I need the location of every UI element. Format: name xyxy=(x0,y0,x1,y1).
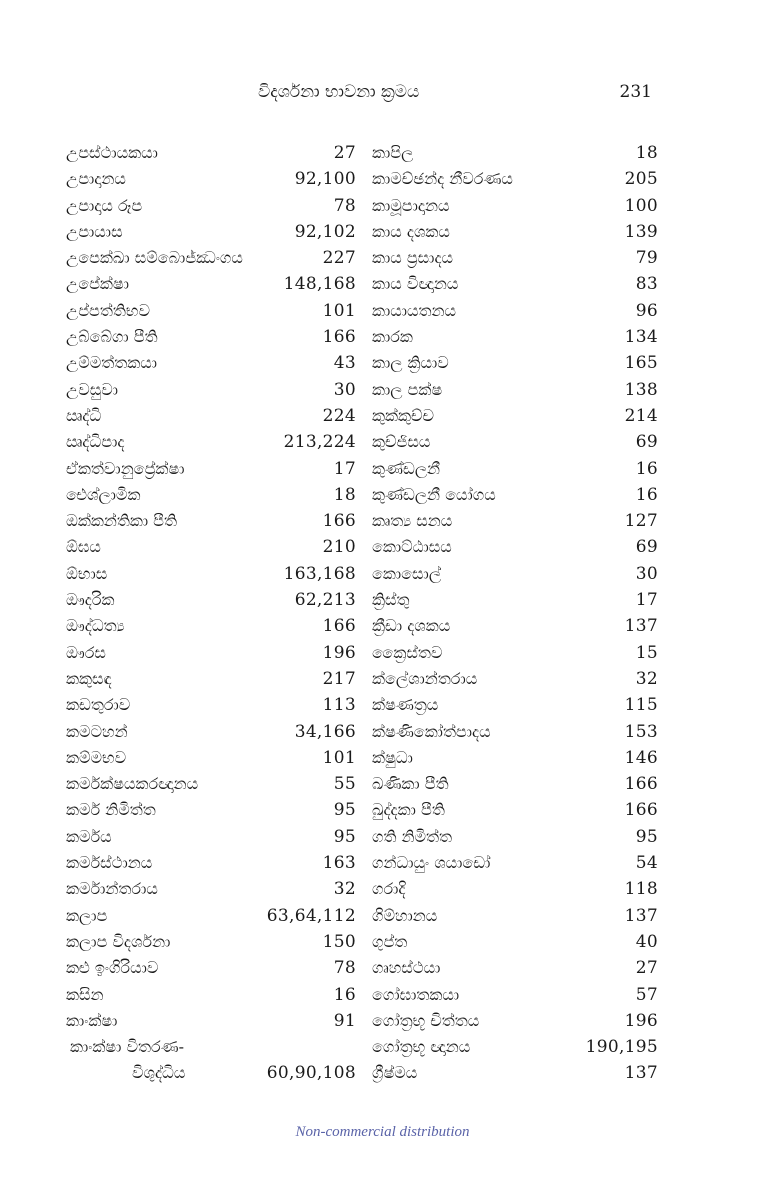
index-term: කායායතනය xyxy=(372,300,457,320)
index-page-refs: 79 xyxy=(635,248,658,269)
index-term: උප්පත්තිභව xyxy=(66,300,150,320)
index-entry xyxy=(66,876,356,902)
index-entry xyxy=(66,797,356,823)
index-entry xyxy=(66,824,356,850)
index-term: කසින xyxy=(66,984,104,1004)
index-entry xyxy=(372,350,658,376)
index-term: කර්මාන්තරාය xyxy=(66,879,158,899)
page-number: 231 xyxy=(619,82,652,102)
index-entry xyxy=(372,456,658,482)
index-term: කාමූපාදානය xyxy=(372,195,450,215)
index-page-refs: 146 xyxy=(624,747,658,768)
index-term: ගති නිමිත්ත xyxy=(372,826,452,846)
index-term: ගන්ධායුං ශයාඩෝ xyxy=(372,853,491,873)
index-page-refs: 17 xyxy=(635,590,658,611)
index-page-refs: 78 xyxy=(333,195,356,216)
index-term: කාරක xyxy=(372,327,413,347)
index-entry xyxy=(66,850,356,876)
index-entry xyxy=(372,271,658,297)
index-entry xyxy=(66,982,356,1008)
index-term: උපෙක්ඛා සම්බොජ්ඣංගය xyxy=(66,248,243,268)
index-entry xyxy=(66,508,356,534)
index-entry xyxy=(66,587,356,613)
index-page-refs: 205 xyxy=(624,169,658,190)
index-page-refs: 17 xyxy=(333,458,356,479)
index-entry xyxy=(372,1008,658,1034)
index-entry xyxy=(66,403,356,429)
index-entry xyxy=(66,1060,356,1086)
index-page-refs: 16 xyxy=(635,484,658,505)
index-entry xyxy=(372,666,658,692)
index-term: උපාදානය xyxy=(66,169,126,189)
index-term: ඛණිකා පීති xyxy=(372,774,449,794)
index-term: ක්‍රිස්තු xyxy=(372,590,410,610)
index-page-refs: 95 xyxy=(635,826,658,847)
index-entry xyxy=(372,1060,658,1086)
index-page-refs: 150 xyxy=(322,931,356,952)
index-term: උපායාස xyxy=(66,221,123,241)
index-page-refs: 118 xyxy=(624,879,658,900)
index-page-refs: 217 xyxy=(322,668,356,689)
index-entry xyxy=(66,429,356,455)
index-page-refs: 196 xyxy=(624,1010,658,1031)
index-page-refs: 227 xyxy=(322,248,356,269)
index-entry xyxy=(372,245,658,271)
index-page-refs: 166 xyxy=(322,616,356,637)
index-term: ඖරස xyxy=(66,642,106,662)
index-entry xyxy=(372,166,658,192)
index-page-refs: 32 xyxy=(635,668,658,689)
index-term: කුක්කුච්ච xyxy=(372,405,434,425)
index-term: උම්මත්තකයා xyxy=(66,353,157,373)
index-page-refs: 115 xyxy=(624,695,658,716)
index-term: ගිම්හානය xyxy=(372,905,438,925)
index-page-refs: 163,168 xyxy=(283,563,356,584)
index-entry xyxy=(66,1008,356,1034)
index-page-refs: 224 xyxy=(322,405,356,426)
footer-distribution-note: Non-commercial distribution xyxy=(295,1124,470,1140)
index-page-refs: 40 xyxy=(635,931,658,952)
index-term: ගෝත්‍රභූ චිත්තය xyxy=(372,1010,480,1030)
index-page-refs: 137 xyxy=(624,1063,658,1084)
index-entry xyxy=(66,456,356,482)
index-page-refs: 57 xyxy=(635,984,658,1005)
index-entry xyxy=(372,797,658,823)
index-entry xyxy=(372,613,658,639)
index-entry xyxy=(66,298,356,324)
index-page-refs: 54 xyxy=(635,853,658,874)
index-page-refs: 214 xyxy=(624,405,658,426)
index-entry xyxy=(372,824,658,850)
index-term: කකුසඳ xyxy=(66,668,112,688)
index-term: ග්‍රීෂ්මය xyxy=(372,1063,418,1083)
index-entry xyxy=(66,193,356,219)
index-entry xyxy=(66,771,356,797)
index-entry xyxy=(372,982,658,1008)
index-page-refs: 55 xyxy=(333,774,356,795)
index-term: ඖද්ධත්‍ය xyxy=(66,616,125,636)
index-term: ක්ලේශාන්තරාය xyxy=(372,668,478,688)
index-page-refs: 15 xyxy=(635,642,658,663)
index-page-refs: 166 xyxy=(322,511,356,532)
index-page-refs: 210 xyxy=(322,537,356,558)
index-entry xyxy=(372,324,658,350)
index-entry xyxy=(66,140,356,166)
index-page-refs: 190,195 xyxy=(585,1037,658,1058)
index-entry xyxy=(66,666,356,692)
index-page-refs: 95 xyxy=(333,800,356,821)
index-entry xyxy=(372,876,658,902)
index-term: කොට්ඨාසය xyxy=(372,537,452,557)
index-term: ඓශ්ලාමික xyxy=(66,484,141,504)
index-term: ගරාදි xyxy=(372,879,406,899)
index-page-refs: 34,166 xyxy=(294,721,356,742)
index-entry xyxy=(372,429,658,455)
index-term: ඍද්ධිපාද xyxy=(66,432,125,452)
index-page-refs: 27 xyxy=(635,958,658,979)
index-page-refs: 91 xyxy=(333,1010,356,1031)
index-term: ක්ෂුධා xyxy=(372,747,413,767)
index-term: ඕභාස xyxy=(66,563,108,583)
index-entry xyxy=(372,193,658,219)
index-entry xyxy=(66,692,356,718)
index-term: උපේක්ෂා xyxy=(66,274,130,294)
index-page-refs: 27 xyxy=(333,143,356,163)
index-term: කලාප විදර්ශනා xyxy=(66,931,171,951)
index-entry xyxy=(372,745,658,771)
index-term: විශුද්ධිය xyxy=(132,1063,186,1083)
index-term: උපස්ථායකයා xyxy=(66,143,158,162)
index-entry xyxy=(372,534,658,560)
index-page-refs: 163 xyxy=(322,853,356,874)
index-page-refs: 30 xyxy=(635,563,658,584)
index-entry xyxy=(66,166,356,192)
index-term: ක්‍රීඩා දශකය xyxy=(372,616,451,636)
index-term: කාංක්ෂා xyxy=(66,1010,118,1030)
index-term: ඛුද්දකා පීති xyxy=(372,800,445,820)
index-entry xyxy=(372,640,658,666)
index-page-refs: 78 xyxy=(333,958,356,979)
index-page-refs: 69 xyxy=(635,432,658,453)
index-page-refs: 138 xyxy=(624,379,658,400)
index-term: කෘත්‍ය සනය xyxy=(372,511,453,531)
index-entry xyxy=(372,692,658,718)
index-page-refs: 92,102 xyxy=(294,221,356,242)
index-page-refs: 83 xyxy=(635,274,658,295)
index-page-refs: 92,100 xyxy=(294,169,356,190)
index-page-refs: 63,64,112 xyxy=(266,905,356,926)
index-page-refs: 148,168 xyxy=(283,274,356,295)
index-page-refs: 62,213 xyxy=(294,590,356,611)
index-page-refs: 165 xyxy=(624,353,658,374)
index-page-refs: 166 xyxy=(322,327,356,348)
index-term: කර්මස්ථානය xyxy=(66,853,153,873)
index-entry xyxy=(372,482,658,508)
index-page-refs: 139 xyxy=(624,221,658,242)
index-term: කුච්ජිසය xyxy=(372,432,431,452)
index-page-refs: 101 xyxy=(322,747,356,768)
index-term: කර්මය xyxy=(66,826,112,846)
index-entry xyxy=(66,534,356,560)
index-term: ක්ෂණිකෝත්පාදය xyxy=(372,721,491,741)
index-page-refs: 16 xyxy=(333,984,356,1005)
index-term: කාමච්ඡන්ද නීවරණය xyxy=(372,169,513,189)
index-term: කලාප xyxy=(66,905,108,925)
index-page-refs: 18 xyxy=(333,484,356,505)
index-page-refs: 43 xyxy=(333,353,356,374)
index-column-left xyxy=(66,140,356,1087)
index-term: කුණ්ඩලනී යෝගය xyxy=(372,484,496,504)
index-entry xyxy=(372,403,658,429)
index-page-refs: 60,90,108 xyxy=(266,1063,356,1084)
index-page-refs: 100 xyxy=(624,195,658,216)
index-entry xyxy=(66,561,356,587)
index-entry xyxy=(66,719,356,745)
index-term: කර්ම නිමිත්ත xyxy=(66,800,156,820)
index-term: ඖදරික xyxy=(66,590,115,610)
index-page-refs: 153 xyxy=(624,721,658,742)
index-entry xyxy=(66,903,356,929)
index-entry xyxy=(372,903,658,929)
index-term: කුණ්ඩලනී xyxy=(372,458,441,478)
index-page-refs: 137 xyxy=(624,905,658,926)
index-entry xyxy=(372,140,658,166)
index-term: කාල ක්‍රියාව xyxy=(372,353,449,373)
index-entry xyxy=(372,561,658,587)
index-entry xyxy=(66,482,356,508)
index-page-refs: 196 xyxy=(322,642,356,663)
index-page-refs: 69 xyxy=(635,537,658,558)
index-entry xyxy=(66,350,356,376)
index-page-refs: 95 xyxy=(333,826,356,847)
index-entry xyxy=(66,929,356,955)
index-term: ඔක්කන්තිකා පීති xyxy=(66,511,177,531)
index-entry xyxy=(372,1034,658,1060)
index-entry xyxy=(66,377,356,403)
index-term: කාය විඥානය xyxy=(372,274,459,294)
index-entry xyxy=(372,508,658,534)
index-entry xyxy=(372,377,658,403)
index-page-refs: 101 xyxy=(322,300,356,321)
running-title: විදර්ශනා භාවනා ක්‍රමය xyxy=(258,82,420,102)
index-entry xyxy=(66,640,356,666)
index-term: උබ්බේගා පීති xyxy=(66,327,158,347)
index-term: කොසොල් xyxy=(372,563,442,583)
index-entry xyxy=(66,613,356,639)
index-page-refs: 18 xyxy=(635,143,658,163)
index-term: ක්‍රෛස්තව xyxy=(372,642,443,662)
index-term: කර්මක්ෂයකරඥානය xyxy=(66,774,199,794)
index-entry xyxy=(372,955,658,981)
index-entry xyxy=(66,745,356,771)
running-head xyxy=(0,82,765,110)
index-term: ඕඝය xyxy=(66,537,101,557)
index-page-refs: 166 xyxy=(624,800,658,821)
index-page-refs: 137 xyxy=(624,616,658,637)
index-page-refs: 96 xyxy=(635,300,658,321)
index-page-refs: 166 xyxy=(624,774,658,795)
index-page-refs: 113 xyxy=(322,695,356,716)
index-term: ගෝඝාතකයා xyxy=(372,984,460,1004)
index-entry xyxy=(372,298,658,324)
index-entry xyxy=(66,245,356,271)
index-page-refs: 134 xyxy=(624,327,658,348)
index-page-refs: 127 xyxy=(624,511,658,532)
index-term: කාය දශකය xyxy=(372,221,450,241)
index-page-refs: 213,224 xyxy=(283,432,356,453)
index-page-refs: 32 xyxy=(333,879,356,900)
index-entry xyxy=(372,719,658,745)
index-entry xyxy=(66,1034,356,1060)
index-term: ගුප්ත xyxy=(372,931,408,951)
index-term: කාල පක්ෂ xyxy=(372,379,443,399)
index-column-right xyxy=(372,140,658,1087)
index-entry xyxy=(66,955,356,981)
index-entry xyxy=(66,271,356,297)
index-term: කාංක්ෂා විතරණ- xyxy=(70,1037,185,1057)
index-term: ගෝත්‍රභූ ඥානය xyxy=(372,1037,471,1057)
index-term: කම්මභව xyxy=(66,747,127,767)
index-page-refs: 16 xyxy=(635,458,658,479)
index-term: කළු ඉංගිරියාව xyxy=(66,958,159,978)
index-term: ක්ෂණත්‍රය xyxy=(372,695,439,715)
index-entry xyxy=(372,929,658,955)
index-term: කඩතුරාව xyxy=(66,695,131,715)
index-entry xyxy=(66,219,356,245)
index-page-refs: 30 xyxy=(333,379,356,400)
index-term: ඍද්ධි xyxy=(66,405,102,425)
index-entry xyxy=(372,587,658,613)
index-entry xyxy=(66,324,356,350)
index-entry xyxy=(372,771,658,797)
index-term: කාපිල xyxy=(372,143,414,162)
index-term: කාය ප්‍රසාදය xyxy=(372,248,454,268)
index-term: කමටහන් xyxy=(66,721,128,741)
index-term: උපාදාය රූප xyxy=(66,195,143,215)
index-term: ගෘහස්ථයා xyxy=(372,958,441,978)
index-term: උවසුවා xyxy=(66,379,118,399)
index-entry xyxy=(372,850,658,876)
index-term: ඒකත්වානුප්‍රේක්ෂා xyxy=(66,458,185,478)
index-entry xyxy=(372,219,658,245)
